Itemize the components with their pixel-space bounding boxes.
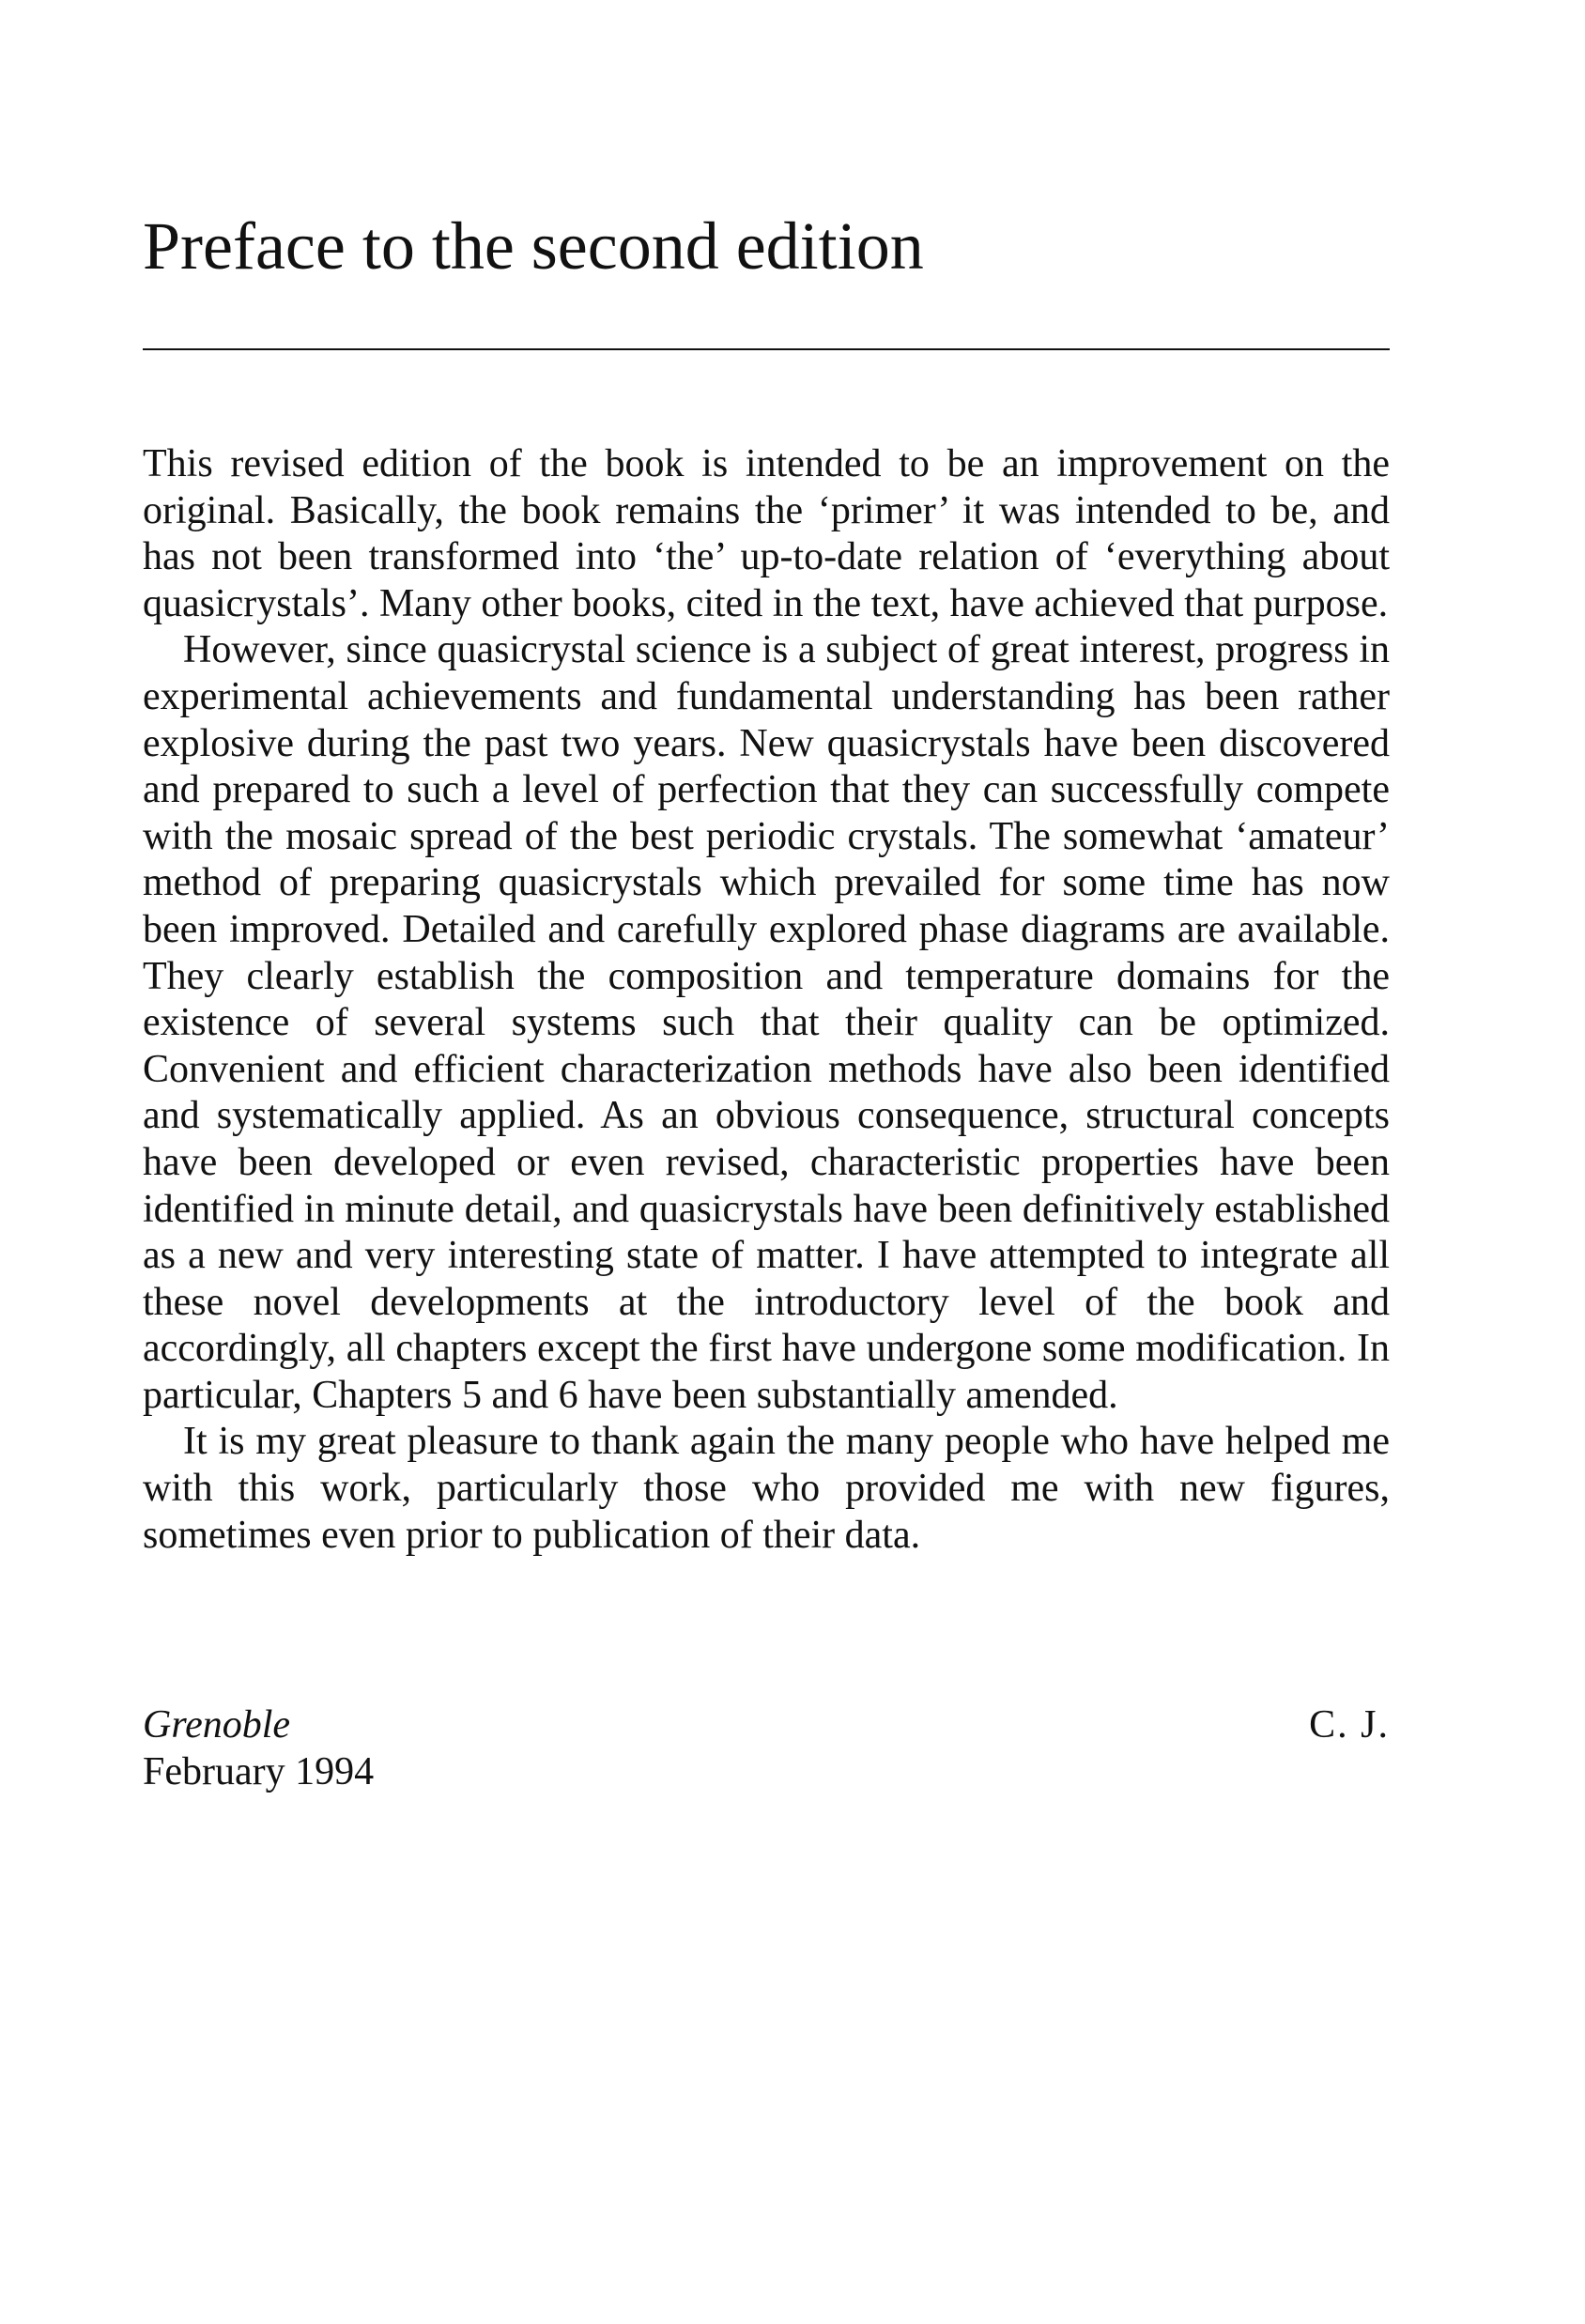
paragraph-3: It is my great pleasure to thank again the many people who have helped me with this work, particularly those who provided me with new figures, sometimes even prior to publication of their data. [143,1420,1390,1557]
preface-body [143,441,1390,1559]
signature-initials: C. J. [1309,1703,1390,1747]
signature-date: February 1994 [143,1750,375,1793]
page-title: Preface to the second edition [143,208,924,284]
signature-place: Grenoble [143,1703,291,1747]
paragraph-1: This revised edition of the book is intended to be an improvement on the original. Basically, the book remains the ‘primer’ it was intended to be, and has not been transformed into ‘the’ up-to-date relation of ‘everything about quasicrystals’. Many other books, cited in the text, have achieved that purpose. [143,442,1390,625]
paragraph-2: However, since quasicrystal science is a subject of great interest, progress in experimental achievements and fundamental understanding has been rather explosive during the past two years. New quasicrystals have been discovered and prepared to such a level of perfection that they can successfully compete with the mosaic spread of the best periodic crystals. The somewhat ‘amateur’ method of preparing quasicrystals which prevailed for some time has now been improved. Detailed and carefully explored phase diagrams are available. They clearly establish the composition and temperature domains for the existence of several systems such that their quality can be optimized. Convenient and efficient characterization methods have also been identified and systematically applied. As an obvious consequence, structural concepts have been developed or even revised, characteristic properties have been identified in minute detail, and quasicrystals have been definitively established as a new and very interesting state of matter. I have attempted to integrate all these novel developments at the introductory level of the book and accordingly, all chapters except the first have undergone some modification. In particular, Chapters 5 and 6 have been substantially amended. [143,628,1390,1417]
title-divider [143,348,1390,350]
